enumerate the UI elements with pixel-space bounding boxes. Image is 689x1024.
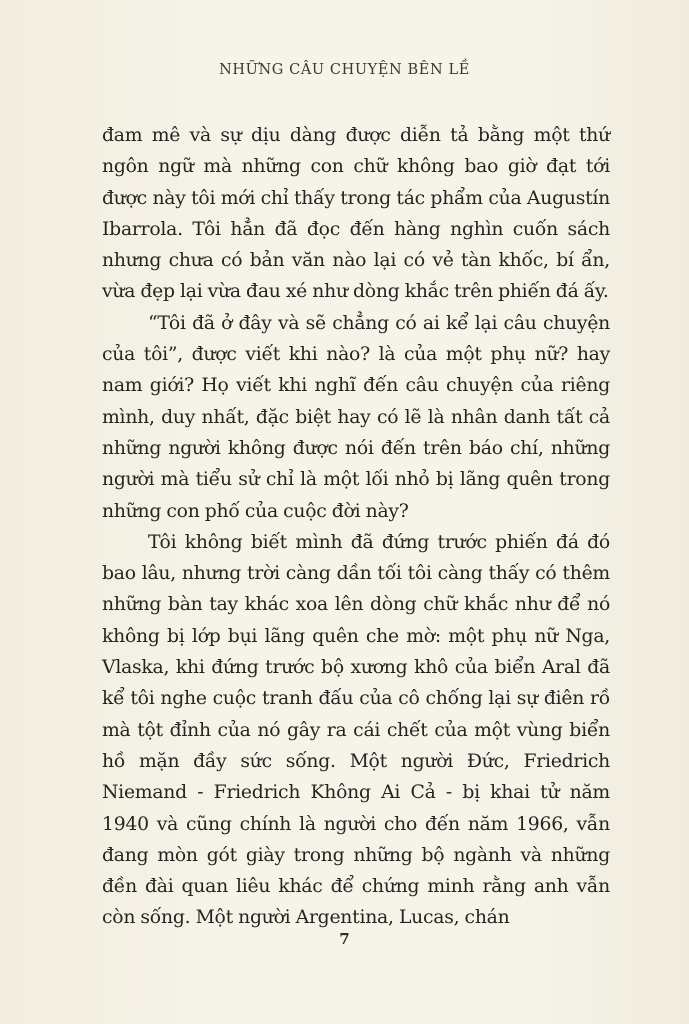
body-text xyxy=(102,120,610,934)
paragraph-3: Tôi không biết mình đã đứng trước phiến đá đó bao lâu, nhưng trời càng dần tối tôi càng thấy có thêm những bàn tay khác xoa lên dòng chữ khắc như để nó không bị lớp bụi lãng quên che mờ: một phụ nữ Nga, Vlaska, khi đứng trước bộ xương khô của biển Aral đã kể tôi nghe cuộc tranh đấu của cô chống lại sự điên rồ mà tột đỉnh của nó gây ra cái chết của một vùng biển hồ mặn đầy sức sống. Một người Đức, Friedrich Niemand - Friedrich Không Ai Cả - bị khai tử năm 1940 và cũng chính là người cho đến năm 1966, vẫn đang mòn gót giày trong những bộ ngành và những đền đài quan liêu khác để chứng minh rằng anh vẫn còn sống. Một người Argentina, Lucas, chán xyxy=(102,531,610,929)
running-header: NHỮNG CÂU CHUYỆN BÊN LỀ xyxy=(219,62,470,78)
paragraph-1: đam mê và sự dịu dàng được diễn tả bằng một thứ ngôn ngữ mà những con chữ không bao giờ đạt tới được này tôi mới chỉ thấy trong tác phẩm của Augustín Ibarrola. Tôi hẳn đã đọc đến hàng nghìn cuốn sách nhưng chưa có bản văn nào lại có vẻ tàn khốc, bí ẩn, vừa đẹp lại vừa đau xé như dòng khắc trên phiến đá ấy. xyxy=(102,125,610,303)
paragraph-2: “Tôi đã ở đây và sẽ chẳng có ai kể lại câu chuyện của tôi”, được viết khi nào? là của một phụ nữ? hay nam giới? Họ viết khi nghĩ đến câu chuyện của riêng mình, duy nhất, đặc biệt hay có lẽ là nhân danh tất cả những người không được nói đến trên báo chí, những người mà tiểu sử chỉ là một lối nhỏ bị lãng quên trong những con phố của cuộc đời này? xyxy=(102,312,610,522)
page-number: 7 xyxy=(339,930,350,948)
